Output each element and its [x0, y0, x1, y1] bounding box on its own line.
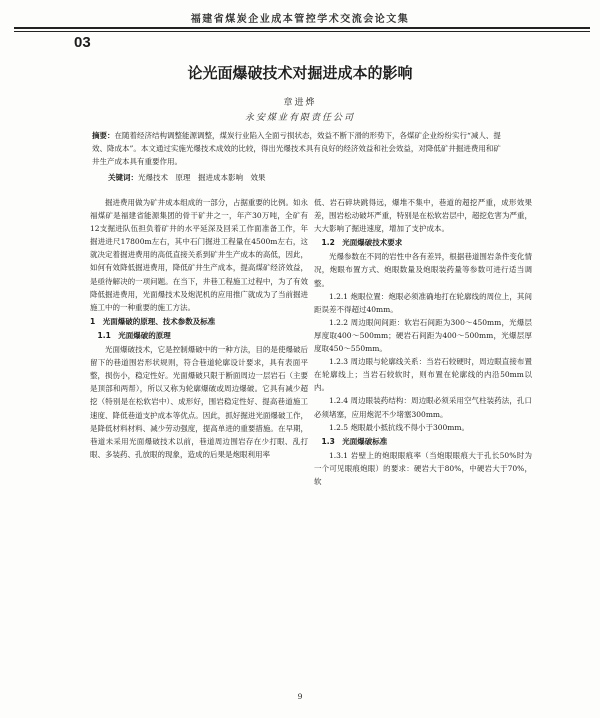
body-paragraph: 掘进费用做为矿井成本组成的一部分，占据重要的比例。如永福煤矿是福建省能源集团的骨干矿井之一，年产30万吨，全矿有12支掘进队伍担负着矿井的水平延深及回采工作面准备工作，年掘进进尺17800m左右，其中石门掘进工程量在4500m左右，这就决定着掘进费用的高低直接关系到矿井生产成本的高低，因此，如何有效降低掘进费用，降低矿井生产成本，提高煤矿经济效益，是亟待解决的一项问题。在当下，井巷工程施工过程中，为了有效降低掘进费用，光面爆技术及炮泥机的应用推广就成为了当前掘进施工中的一种重要的施工方法。	[90, 198, 308, 312]
paper-title: 论光面爆破技术对掘进成本的影响	[187, 64, 413, 82]
body-paragraph: 1.2.4 周边眼装药结构：周边眼必须采用空气柱装药法，孔口必须堵塞，应用炮泥不少堵塞300mm。	[314, 396, 532, 419]
body-paragraph: 1.2.1 炮眼位置：炮眼必须准确地打在轮廓线的周位上，其间距误差不得超过40mm。	[314, 291, 532, 314]
abstract	[92, 129, 507, 168]
body-paragraph: 1.3.1 岩壁上的炮眼眼痕率（当炮眼眼痕大于孔长50%时为一个可见眼痕炮眼）的要求：硬岩大于80%，中硬岩大于70%，软	[314, 450, 532, 486]
keywords-text: 光爆技术 原理 掘进成本影响 效果	[138, 173, 266, 182]
author-name: 章进烨	[283, 98, 317, 108]
body-paragraph: 低、岩石碎块跳得远，爆堆不集中，巷道的超挖严重，成形效果差，围岩松动破坏严重，特别是在松软岩层中，超挖危害为严重，大大影响了掘进速度，增加了支护成本。	[314, 198, 532, 234]
body-paragraph: 光爆参数在不同的岩性中各有差异，根据巷道围岩条件变化情况，炮眼布置方式、炮眼数量及炮眼装药量等参数可进行适当调整。	[314, 252, 532, 288]
subsection-heading: 1.3 光面爆破标准	[321, 436, 388, 446]
left-column	[90, 196, 308, 461]
page-number: 9	[297, 692, 303, 701]
proceedings-header: 福建省煤炭企业成本管控学术交流会论文集	[190, 14, 410, 25]
keywords-label: 关键词：	[108, 173, 138, 182]
author-affiliation: 永安煤业有限责任公司	[244, 113, 355, 123]
header-rule-thick	[14, 27, 590, 29]
abstract-label: 摘要：	[92, 131, 115, 140]
section-heading: 1 光面爆破的原理、技术参数及标准	[90, 316, 216, 326]
right-column	[314, 196, 532, 488]
article-number: 03	[74, 34, 91, 51]
keywords	[108, 172, 266, 183]
abstract-text: 在随着经济结构调整能源调整，煤炭行业陷入全面亏损状态，效益不断下滑的形势下，各煤矿企业纷纷实行“减人、提效、降成本”。本文通过实施光爆技术成效的比较，得出光爆技术具有良好的经济效益和社会效益，对降低矿井掘进费用和矿井生产成本具有重要作用。	[92, 131, 501, 166]
header-rule-thin	[14, 31, 590, 32]
body-paragraph: 光面爆破技术，它是控制爆破中的一种方法，目的是使爆破后留下的巷道围岩形状规则，符合巷道轮廓设计要求，具有表面平整，损伤小，稳定性好。光面爆破只限于断面周边一层岩石（主要是顶部和两帮），所以又称为轮廓爆破或周边爆破。它具有减少超挖（特别是在松软岩中）、成形好，围岩稳定性好、提高巷道施工速度、降低巷道支护成本等优点。因此，抓好掘进光面爆破工作，是降低材料材料、减少劳动强度，提高单进的重要措施。在早期，巷道未采用光面爆破技术以前，巷道周边围岩存在少打眼、乱打眼、多装药、孔放眼的现象，造成的后果是炮眼利用率	[90, 345, 308, 459]
body-paragraph: 1.2.3 周边眼与轮廓线关系：当岩石较硬时，周边眼直接布置在轮廓线上；当岩石较软时，则布置在轮廓线的内沿50mm以内。	[314, 357, 532, 393]
subsection-heading: 1.1 光面爆破的原理	[97, 330, 171, 340]
subsection-heading: 1.2 光面爆破技术要求	[321, 238, 403, 248]
body-paragraph: 1.2.2 周边眼间间距：软岩石间距为300～450mm，光爆层厚度取400～500mm；硬岩石间距为400～500mm，光爆层厚度取450～550mm。	[314, 317, 532, 354]
body-paragraph: 1.2.5 炮眼最小抵抗线不得小于300mm。	[329, 422, 470, 432]
